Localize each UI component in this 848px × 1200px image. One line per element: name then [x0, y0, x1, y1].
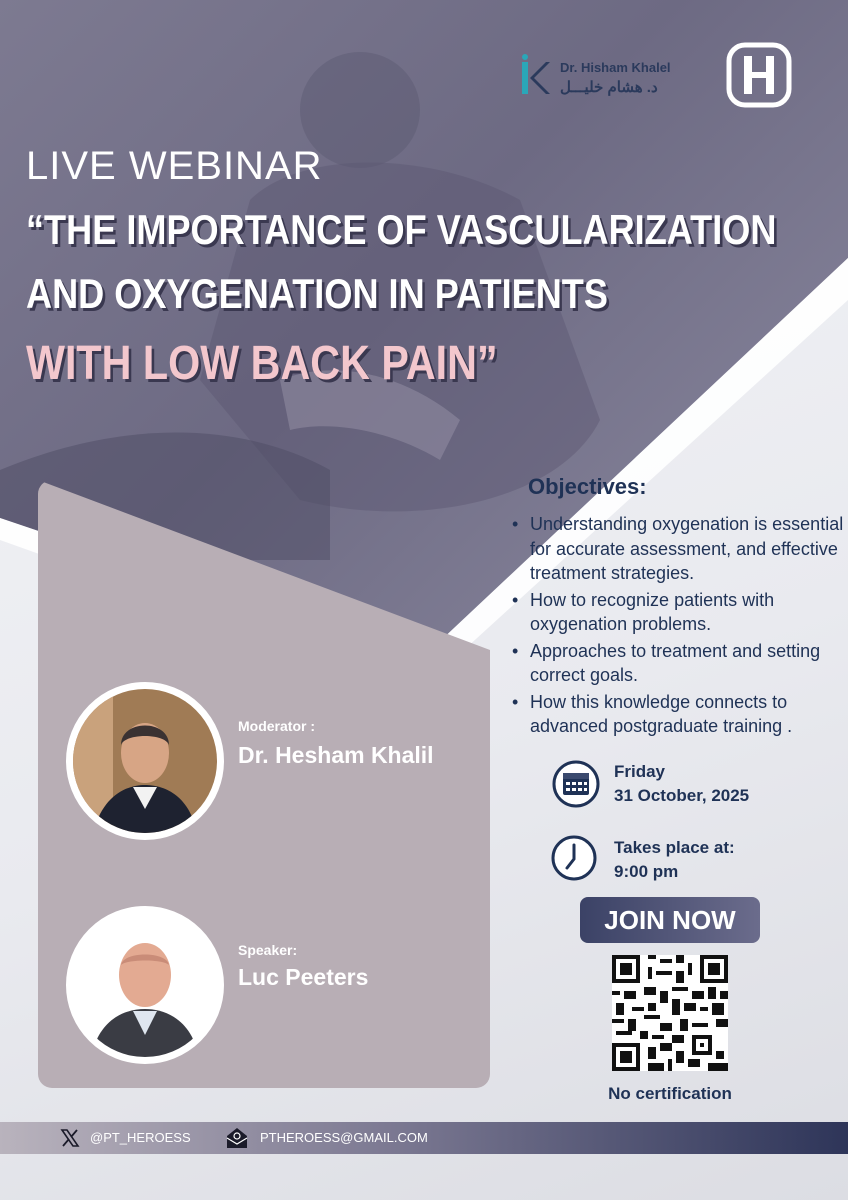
- calendar-icon: [552, 760, 600, 808]
- footer-bar: [0, 1122, 848, 1154]
- join-now-button[interactable]: JOIN NOW: [580, 897, 760, 943]
- brand-name-arabic: د. هشام خليـــل: [560, 79, 658, 96]
- objective-item: • Approaches to treatment and setting correct goals.: [510, 639, 846, 688]
- certification-note: No certification: [608, 1084, 732, 1103]
- qr-code[interactable]: [612, 955, 728, 1071]
- webinar-title-line-3: WITH LOW BACK PAIN”: [26, 337, 498, 390]
- objective-item: • Understanding oxygenation is essential for accurate assessment, and effective treatment strategies.: [510, 512, 846, 586]
- webinar-title-line-1: “THE IMPORTANCE OF VASCULARIZATION: [26, 206, 777, 253]
- objectives-list: [510, 512, 846, 741]
- moderator-role-label: Moderator :: [238, 718, 315, 734]
- event-day: Friday: [614, 762, 666, 781]
- live-webinar-kicker: LIVE WEBINAR: [26, 144, 323, 188]
- time-label: Takes place at:: [614, 838, 735, 857]
- webinar-title-line-2: AND OXYGENATION IN PATIENTS: [26, 270, 608, 317]
- h-logo-icon: [726, 42, 792, 108]
- moderator-avatar: [66, 682, 224, 840]
- k-logo-icon: [520, 54, 550, 96]
- clock-icon: [550, 834, 598, 882]
- speaker-photo: [73, 913, 217, 1057]
- speaker-role-label: Speaker:: [238, 942, 298, 958]
- twitter-handle-link[interactable]: @PT_HEROESS: [90, 1130, 191, 1145]
- time-block: [614, 836, 735, 884]
- brand-name: Dr. Hisham Khalel: [560, 60, 671, 75]
- brand-logo: [520, 52, 700, 102]
- x-logo-icon[interactable]: [60, 1128, 80, 1148]
- moderator-name: Dr. Hesham Khalil: [238, 742, 434, 768]
- speaker-name: Luc Peeters: [238, 964, 369, 990]
- objectives-heading: Objectives:: [528, 474, 647, 499]
- email-address-link[interactable]: PTHEROESS@GMAIL.COM: [260, 1130, 428, 1145]
- moderator-photo: [73, 689, 217, 833]
- speaker-avatar: [66, 906, 224, 1064]
- objective-item: • How this knowledge connects to advanced postgraduate training .: [510, 690, 846, 739]
- event-time: 9:00 pm: [614, 862, 679, 881]
- event-date: 31 October, 2025: [614, 786, 750, 805]
- mail-icon: [226, 1126, 248, 1150]
- date-block: [614, 760, 749, 808]
- objective-item: • How to recognize patients with oxygenation problems.: [510, 588, 846, 637]
